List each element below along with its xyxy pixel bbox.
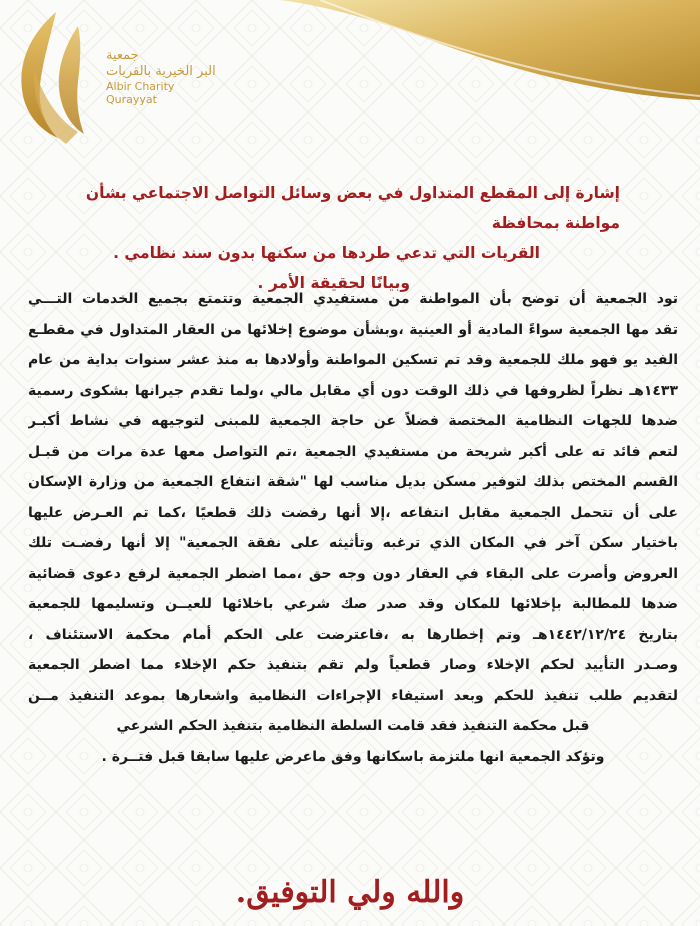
body-line: وصـدر التأييد لحكم الإخلاء وصار قطعياً ولم تقم بتنفيذ حكم الإخلاء مما اضطر الجمعية: [28, 657, 678, 673]
body-line: تقد مها الجمعية سواءً المادية أو العينية ،وبشأن موضوع إخلائها من العقار المتداول في مقطـع: [28, 321, 678, 338]
body-line: على أن تتحمل الجمعية مقابل انتفاعه ،إلا أنها رفضت ذلك قطعيًا ،كما تم العـرض عليها: [28, 504, 678, 521]
logo-name-ar-line1: جمعية: [106, 48, 139, 63]
body-line: وتؤكد الجمعية انها ملتزمة باسكانها وفق ماعرض عليها سابقا قبل فتــرة .: [101, 748, 605, 765]
statement-heading: [40, 178, 660, 298]
body-line: لتعم فائد ته على أكبر شريحة من مستفيدي الجمعية ،تم التواصل معها عدة مرات من قبـل: [28, 443, 678, 460]
body-line: تود الجمعية أن توضح بأن المواطنة من مستفيدي الجمعية وتتمتع بجميع الخدمات التـــي: [28, 291, 678, 307]
logo-name-ar-line2: البر الخيرية بالقريات: [106, 64, 216, 79]
heading-line-1: إشارة إلى المقطع المتداول في بعض وسائل التواصل الاجتماعي بشأن مواطنة بمحافظة: [85, 184, 620, 232]
heading-line-3: وبيانًا لحقيقة الأمر .: [257, 274, 410, 292]
charity-logo: [8, 8, 216, 148]
heading-line-2: القريات التي تدعي طردها من سكنها بدون سند نظامي .: [113, 244, 540, 262]
body-line: ضدها للمطالبة بإخلائها للمكان وقد صدر صك شرعي باخلائها للعيــن وتسليمها للجمعية: [28, 596, 678, 612]
logo-name-en-line2: Qurayyat: [106, 93, 157, 106]
logo-name-en-line1: Albir Charity: [106, 80, 175, 93]
body-line: بتاريخ ١٤٤٢/١٢/٢٤هـ وتم إخطارها به ،فاعترضت على الحكم أمام محكمة الاستئناف ،: [28, 626, 678, 643]
logo-text: [106, 48, 216, 106]
header-gold-band: [280, 0, 700, 120]
body-line: لتقديم طلب تنفيذ للحكم وبعد استيفاء الإجراءات النظامية واشعارها بموعد التنفيذ مــن: [28, 687, 678, 704]
body-line: ضدها للجهات النظامية المختصة فضلاً عن حاجة الجمعية للمبنى لتوجيهه في نشاط أكبـر: [28, 413, 678, 429]
body-line: قبل محكمة التنفيذ فقد قامت السلطة النظامية بتنفيذ الحكم الشرعي: [116, 718, 590, 734]
albir-charity-emblem-icon: [8, 8, 103, 148]
body-line: الفيد يو فهو ملك للجمعية وقد تم تسكين المواطنة وأولادها به منذ عشر سنوات بداية من عام: [28, 352, 678, 368]
body-line: العروض وأصرت على البقاء في العقار دون وجه حق ،مما اضطر الجمعية لرفع دعوى قضائية: [28, 565, 678, 582]
statement-body: [28, 284, 678, 772]
body-line: باختيار سكن آخر في المكان الذي ترغبه وتأثيثه على نفقة الجمعية" إلا أنها رفضـت تلك: [28, 535, 678, 551]
body-line: القسم المختص بذلك لتوفير مسكن بديل مناسب لها "شقة انتفاع الجمعية من وزارة الإسكان: [28, 474, 678, 490]
body-line: ١٤٣٣هـ نظراً لظروفها في ذلك الوقت دون أي مقابل مالي ،ولما تقدم جيرانها بشكوى رسمية: [28, 382, 678, 399]
closing-phrase: والله ولي التوفيق.: [235, 875, 465, 910]
